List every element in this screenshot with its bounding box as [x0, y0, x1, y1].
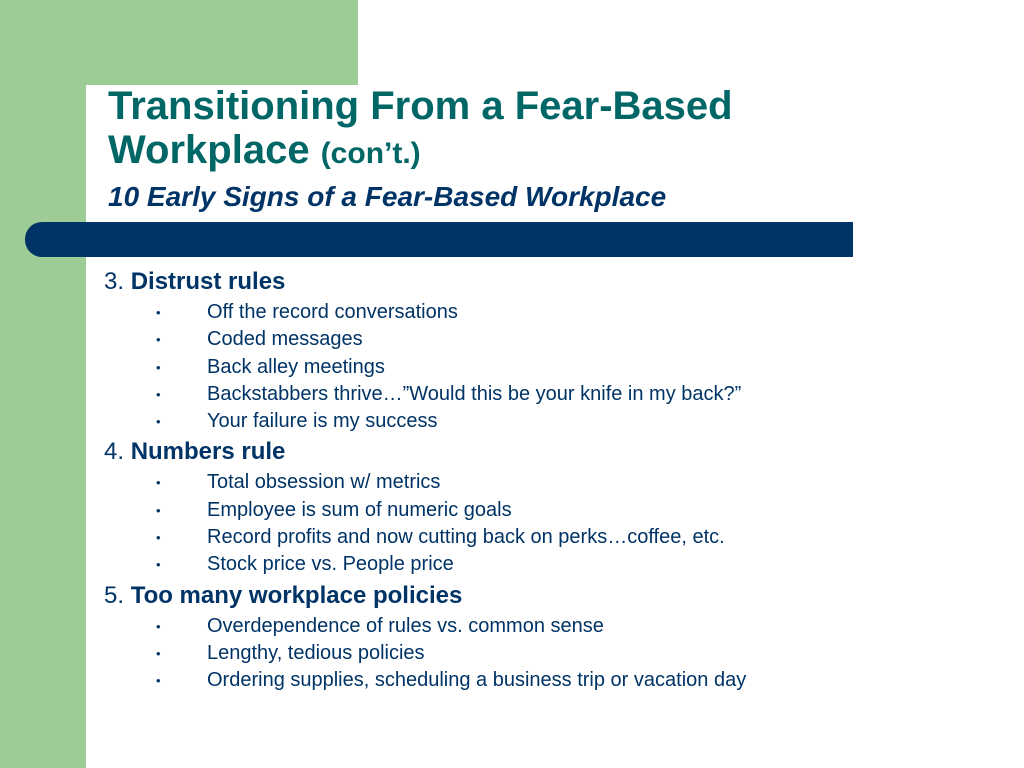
bullet-icon: •	[156, 414, 161, 430]
bullet-list	[104, 613, 1004, 695]
slide-subtitle: 10 Early Signs of a Fear-Based Workplace	[108, 181, 667, 212]
bullet-icon: •	[156, 502, 161, 518]
list-item	[104, 408, 1004, 435]
section-heading	[104, 435, 1004, 469]
list-item-text: Stock price vs. People price	[207, 553, 454, 576]
section-number: 5.	[104, 581, 125, 609]
list-item-text: Overdependence of rules vs. common sense	[207, 614, 604, 637]
decorative-green-block-left	[0, 0, 86, 768]
list-item-text: Backstabbers thrive…”Would this be your knife in my back?”	[207, 382, 742, 405]
list-item-text: Employee is sum of numeric goals	[207, 498, 512, 521]
bullet-icon: •	[156, 530, 161, 546]
list-item	[104, 640, 1004, 667]
list-item-text: Back alley meetings	[207, 355, 385, 378]
list-item	[104, 326, 1004, 353]
list-item-text: Your failure is my success	[207, 410, 438, 433]
title-block	[108, 84, 908, 214]
slide-content	[104, 265, 1004, 695]
list-item-text: Coded messages	[207, 328, 363, 351]
list-item	[104, 613, 1004, 640]
slide-title-line-1: Transitioning From a Fear-Based	[108, 84, 733, 128]
bullet-icon: •	[156, 618, 161, 634]
section-title: Distrust rules	[130, 268, 286, 295]
slide-title-word: Workplace	[108, 128, 310, 172]
list-item	[104, 551, 1004, 578]
list-item-text: Off the record conversations	[207, 301, 458, 323]
bullet-list	[104, 299, 1004, 435]
section	[104, 435, 1004, 578]
section-heading	[104, 579, 1004, 613]
list-item	[104, 381, 1004, 408]
bullet-icon: •	[156, 332, 161, 348]
section-title: Too many workplace policies	[130, 581, 463, 609]
bullet-icon: •	[156, 645, 161, 661]
section-number: 4.	[104, 438, 125, 466]
list-item	[104, 354, 1004, 381]
slide-title-suffix: (con’t.)	[320, 137, 421, 170]
bullet-icon: •	[156, 386, 161, 402]
decorative-divider-bar	[25, 222, 853, 257]
section	[104, 579, 1004, 695]
list-item-text: Ordering supplies, scheduling a business trip or vacation day	[207, 669, 747, 692]
list-item	[104, 667, 1004, 694]
bullet-icon: •	[156, 359, 161, 375]
section-title: Numbers rule	[130, 438, 286, 466]
bullet-icon: •	[156, 305, 161, 320]
section-number: 3.	[104, 268, 125, 295]
list-item-text: Total obsession w/ metrics	[207, 471, 441, 494]
bullet-icon: •	[156, 475, 161, 491]
list-item	[104, 524, 1004, 551]
list-item	[104, 497, 1004, 524]
list-item	[104, 299, 1004, 326]
slide-title-line-2	[108, 128, 908, 176]
list-item	[104, 469, 1004, 496]
section-heading	[104, 265, 1004, 299]
list-item-text: Lengthy, tedious policies	[207, 641, 425, 664]
bullet-icon: •	[156, 557, 161, 573]
bullet-icon: •	[156, 673, 161, 689]
bullet-list	[104, 469, 1004, 578]
list-item-text: Record profits and now cutting back on perks…coffee, etc.	[207, 526, 725, 549]
section	[104, 265, 1004, 435]
